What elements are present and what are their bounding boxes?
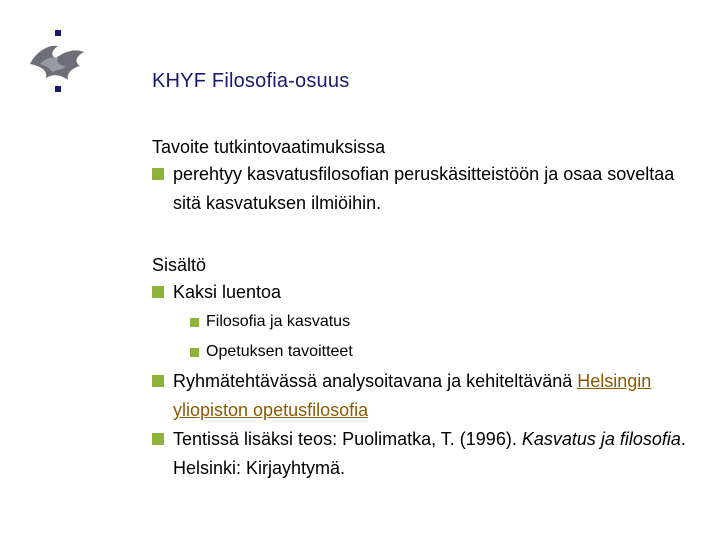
bullet-square-icon (190, 318, 199, 327)
bullet-square-icon (152, 433, 164, 445)
bullet-text: Tentissä lisäksi teos: Puolimatka, T. (1996). (173, 429, 522, 449)
sub-bullet-text: Opetuksen tavoitteet (206, 343, 353, 360)
slide-content (152, 134, 692, 483)
bullet-item-lectures (152, 278, 692, 307)
spacer (152, 218, 692, 252)
sub-bullet-item (152, 307, 692, 337)
bullet-square-icon (152, 375, 164, 387)
bullet-square-icon (190, 348, 199, 357)
book-title: Kasvatus ja filosofia (521, 429, 681, 449)
teaching-philosophy-link[interactable]: Helsingin yliopiston opetusfilosofia (173, 371, 652, 420)
bullet-text: Kaksi luentoa (173, 282, 282, 302)
slide-title: KHYF Filosofia-osuus (152, 70, 350, 92)
bullet-square-icon (152, 168, 164, 180)
bullet-item-exam (152, 425, 692, 483)
section-heading-content: Sisältö (152, 255, 207, 275)
bullet-text: . Helsinki: Kirjayhtymä. (173, 429, 686, 478)
bullet-square-icon (152, 286, 164, 298)
bullet-item-goal (152, 160, 692, 218)
bullet-text: Ryhmätehtävässä analysoitavana ja kehiteltävänä (173, 371, 578, 391)
university-logo-icon (22, 30, 92, 96)
bullet-text: perehtyy kasvatusfilosofian peruskäsitteistöön ja osaa soveltaa sitä kasvatuksen ilmiöihin. (173, 164, 675, 213)
sub-bullet-text: Filosofia ja kasvatus (206, 313, 351, 330)
section-heading-goal: Tavoite tutkintovaatimuksissa (152, 137, 386, 157)
sub-bullet-item (152, 337, 692, 367)
bullet-item-group-task (152, 367, 692, 425)
